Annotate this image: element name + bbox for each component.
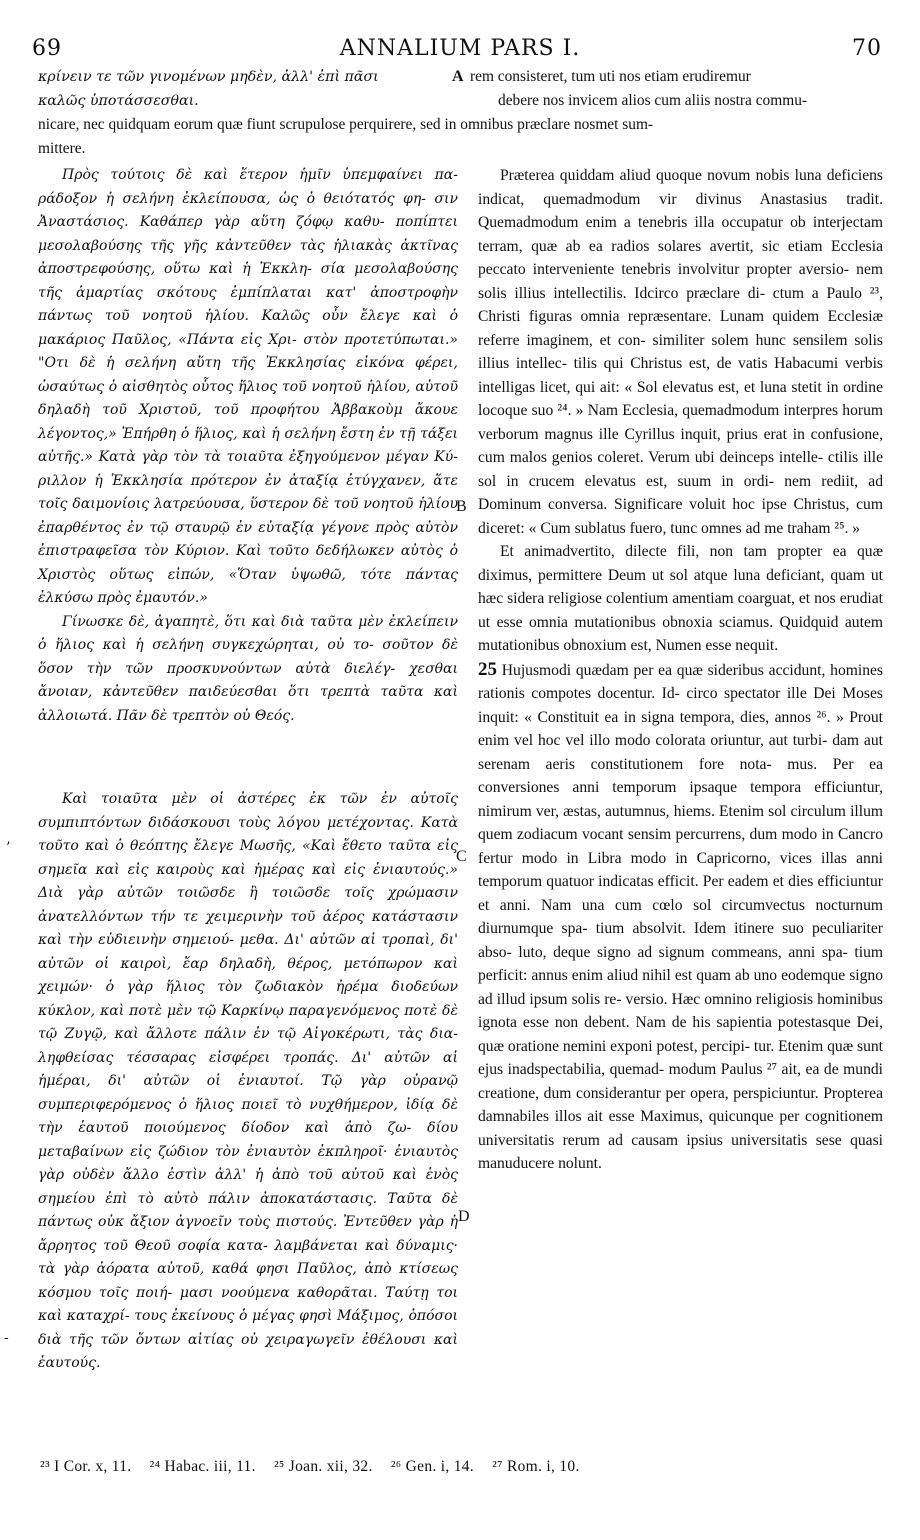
latin-top-line-2: debere nos invicem alios cum aliis nostra commu- <box>498 92 808 109</box>
latin-paragraph-3-text: Hujusmodi quædam per ea quæ sideribus accidunt, homines rationis compotes docentur. Id- circo spectator ille Dei Moses inquit: « Constituit ea in signa tempora, dies, annos ²⁶. » Prout enim vel hoc vel illo modo colorata oriuntur, aut turbi- dam aut serenam aeris constitutionem fore nota- mus. Per ea conversiones anni temporum ipsaque tempora efficiuntur, nimirum ver, æstas, autumnus, hiems. Etenim sol circulum illum quem zodiacum vocant sensim percurrens, dum modo in Cancro fertur modo in Libra modo in Capricorno, vices illas anni temporum quatuor indicatas efficit. Per eadem et dies efficiuntur et anni. Nam una cum cœlo sol circumvectus nocturnum diurnumque spa- tium absolvit. Idem itinere suo peculiariter abso- luto, deque signo ad signum commeans, anni spa- tium perficit: annus enim aliud nihil est quam ab uno eodemque signo ad illud ipsum solis re- versio. Hæc omnino religiosis hominibus ignota esse non debent. Nam de his sapientia potestasque Dei, quæ oratione nemini exponi potest, percipi- tur. Etenim quæ sunt ejus inadspectabilia, quemad- modum Paulus ²⁷ ait, ea de mundi creatione, dum considerantur per opera, perspiciuntur. Propterea damnabiles illos ait esse Maximus, quicunque per cognitionem universitatis rerum ad causam ipsius universitatis sese quasi manuducere nolunt. <box>478 661 883 1172</box>
margin-mark-2: - <box>4 1330 9 1346</box>
running-title: ANNALIUM PARS I. <box>339 36 581 61</box>
greek-column <box>38 164 458 728</box>
margin-marker-c: C <box>456 848 467 865</box>
footnote-23: ²³ I Cor. x, 11. <box>40 1458 132 1475</box>
latin-paragraph-3 <box>478 658 883 1176</box>
footnote-27: ²⁷ Rom. i, 10. <box>492 1458 580 1475</box>
margin-mark-1: ’ <box>6 840 11 856</box>
margin-marker-d: D <box>458 1208 470 1225</box>
page-number-left: 69 <box>32 36 62 61</box>
footnote-25: ²⁵ Joan. xii, 32. <box>273 1458 373 1475</box>
greek-column-lower <box>38 788 458 1376</box>
greek-top-line-1: κρίνειν τε τῶν γινομένων μηδὲν, ἀλλ' ἐπὶ πᾶσι <box>38 69 379 85</box>
latin-paragraph-1: Præterea quiddam aliud quoque novum nobis luna deficiens indicat, quemadmodum vir divinus Anastasius tradit. Quemadmodum enim a tenebris illa occupatur ob interjectam terram, quæ ab ea radios solares avertit, sic etiam Ecclesia peccato interveniente tenebris involvitur propter aversio- nem solis illius intellectilis. Idcirco præclare di- ctum a Paulo ²³, Christi figuras omnia repræsentare. Lunam quidem Ecclesiæ referre imaginem, et con- similiter solem hunc sensilem solis illius intellec- tilis qui Christus est, de vatis Habacumi verbis intelligas licet, qui ait: « Sol elevatus est, et luna stetit in ordine locoque suo ²⁴. » Nam Ecclesia, quemadmodum interpres horum verborum magnus ille Cyrillus inquit, prius erat in confusione, cum malos genios coleret. Verum ubi deinceps intelle- ctilis ille sol in crucem elevatus est, suum in ordi- nem rediit, ad Dominum conversa. Significare voluit hoc ipse Christus, cum diceret: « Cum sublatus fuero, tunc omnes ad me traham ²⁵. » <box>478 167 883 537</box>
greek-top-line-2: καλῶς ὑποτάσσεσθαι. <box>38 93 199 109</box>
latin-top-line-3: nicare, nec quidquam eorum quæ fiunt scrupulose perquirere, sed in omnibus præclare nosmet sum- <box>38 116 654 133</box>
greek-paragraph-1: Πρὸς τούτοις δὲ καὶ ἕτερον ἡμῖν ὑπεμφαίνει πα- ράδοξον ἡ σελήνη ἐκλείπουσα, ὡς ὁ θειότατός φη- σιν Ἀναστάσιος. Καθάπερ γὰρ αὕτη ζόφῳ καθυ- ποπίπτει μεσολαβούσης τῆς γῆς κἀντεῦθεν τὰς ἡλιακὰς ἀκτῖνας ἀποστρεφούσης, οὕτω καὶ ἡ Ἐκκλη- σία μεσολαβούσης τῆς ἁμαρτίας σκότους ἐμπίπλαται κατ' ἀποστροφὴν πάντως τοῦ νοητοῦ ἡλίου. Καλῶς οὖν ἔλεγε καὶ ὁ μακάριος Παῦλος, «Πάντα εἰς Χρι- στὸν προτετύπωται.» "Οτι δὲ ἡ σελήνη αὕτη τῆς Ἐκκλησίας εἰκόνα φέρει, ὡσαύτως ὁ αἰσθητὸς οὗτος ἥλιος τοῦ νοητοῦ ἡλίου, αὐτοῦ δηλαδὴ τοῦ Χριστοῦ, τοῦ προφήτου Ἀββακοὺμ ἄκουε λέγοντος,» Ἐπήρθη ὁ ἥλιος, καὶ ἡ σελήνη ἔστη ἐν τῇ τάξει αὐτῆς.» Κατὰ γὰρ τὸν τὰ τοιαῦτα ἐξηγούμενον μέγαν Κύ- ριλλον ἡ Ἐκκλησία πρότερον ἐν ἀταξίᾳ ἐτύγχανεν, ἅτε τοῖς δαιμονίοις λατρεύουσα, ὕστερον δὲ τοῦ νοητοῦ ἡλίου ἐπαρθέντος ἐν τῷ σταυρῷ ἐν εὐταξίᾳ γέγονε πρὸς αὐτὸν ἐπιστραφεῖσα τὸν Κύριον. Καὶ τοῦτο δεδήλωκεν αὐτὸς ὁ Χριστὸς οὕτως εἰπών, «Ὅταν ὑψωθῶ, τότε πάντας ἑλκύσω πρὸς ἐμαυτόν.» <box>38 167 458 606</box>
footnote-24: ²⁴ Habac. iii, 11. <box>149 1458 256 1475</box>
greek-paragraph-2: Γίνωσκε δὲ, ἀγαπητὲ, ὅτι καὶ διὰ ταῦτα μὲν ἐκλείπειν ὁ ἥλιος καὶ ἡ σελήνη συγκεχώρηται, οὐ το- σοῦτον δὲ ὅσον τὴν τῶν προσκυνούντων αὐτὰ διελέγ- χεσθαι ἄνοιαν, κἀντεῦθεν παιδεύεσθαι ὅτι τρεπτὰ ταῦτα καὶ ἀλλοιωτά. Πᾶν δὲ τρεπτὸν οὐ Θεός. <box>38 613 458 724</box>
page-number-right: 70 <box>852 36 882 61</box>
greek-paragraph-3: Καὶ τοιαῦτα μὲν οἱ ἀστέρες ἐκ τῶν ἐν αὐτοῖς συμπιπτόντων διδάσκουσι τοὺς λόγου μετέχοντας. Κατὰ τοῦτο καὶ ὁ θεόπτης ἔλεγε Μωσῆς, «Καὶ ἔθετο ταῦτα εἰς σημεῖα καὶ εἰς καιροὺς καὶ ἡμέρας καὶ εἰς ἐνιαυτούς.» Διὰ γὰρ αὐτῶν τοιῶσδε ἢ τοιῶσδε τοῖς χρώμασιν ἀνατελλόντων τήν τε χειμερινὴν τοῦ ἀέρος κατάστασιν καὶ τὴν εὐδιεινὴν σημειού- μεθα. Δι' αὐτῶν αἱ τροπαὶ, δι' αὐτῶν οἱ καιροὶ, ἔαρ δηλαδὴ, θέρος, μετόπωρον καὶ χειμών· ὁ γὰρ ἥλιος τὸν ζωδιακὸν ἠρέμα διοδεύων κύκλον, καὶ ποτὲ μὲν τῷ Καρκίνῳ παραγενόμενος ποτὲ δὲ τῷ Ζυγῷ, καὶ ἄλλοτε πάλιν ἐν τῷ Αἰγοκέρωτι, τὰς δια- ληφθείσας τέσσαρας εἰσφέρει τροπάς. Δι' αὐτῶν αἱ ἡμέραι, δι' αὐτῶν οἱ ἐνιαυτοί. Τῷ γὰρ οὐρανῷ συμπεριφερόμενος ὁ ἥλιος ποιεῖ τὸ νυχθήμερον, ἰδίᾳ δὲ τὴν ἑαυτοῦ ποιούμενος δίοδον καὶ ἀπὸ ζω- δίου μεταβαίνων εἰς ζώδιον τὸν ἐνιαυτὸν ἐκπληροῖ· ἐνιαυτὸς γὰρ οὐδὲν ἄλλο ἐστὶν ἀλλ' ἡ ἀπὸ τοῦ αὐτοῦ καὶ ἑνὸς σημείου ἐπὶ τὸ αὐτὸ πάλιν ἀποκατάστασις. Ταῦτα δὲ πάντως οὐκ ἄξιον ἀγνοεῖν τοὺς πιστούς. Ἐντεῦθεν γὰρ ἡ ἄρρητος τοῦ Θεοῦ σοφία κατα- λαμβάνεται καὶ δύναμις· τὰ γὰρ ἀόρατα αὐτοῦ, καθά φησι Παῦλος, ἀπὸ κτίσεως κόσμου τοῖς ποιή- μασι νοούμενα καθορᾶται. Ταύτῃ τοι καὶ καταχρί- τους ἐκείνους ὁ μέγας φησὶ Μάξιμος, ὁπόσοι διὰ τῆς τῶν ὄντων αἰτίας οὐ χειραγωγεῖν ἐθέλουσι καὶ ἑαυτούς. <box>38 791 458 1371</box>
latin-top-line-4: mittere. <box>38 140 86 157</box>
footnotes <box>40 1458 594 1476</box>
latin-top-line-1: rem consisteret, tum uti nos etiam erudiremur <box>470 68 751 85</box>
latin-column <box>478 164 883 1176</box>
section-number: 25 <box>478 658 497 680</box>
footnote-26: ²⁶ Gen. i, 14. <box>390 1458 474 1475</box>
margin-marker-a: A <box>452 68 464 85</box>
latin-paragraph-2: Et animadvertito, dilecte fili, non tam propter ea quæ diximus, permittere Deum ut sol atque luna deficiant, quam ut hæc sidera religiose colentium amentiam coarguat, et nos erudiat ut esse omnia mutationibus obnoxia sciamus. Quidquid autem mutationibus obnoxium est, Numen esse nequit. <box>478 543 883 654</box>
margin-marker-b: B <box>456 498 467 515</box>
